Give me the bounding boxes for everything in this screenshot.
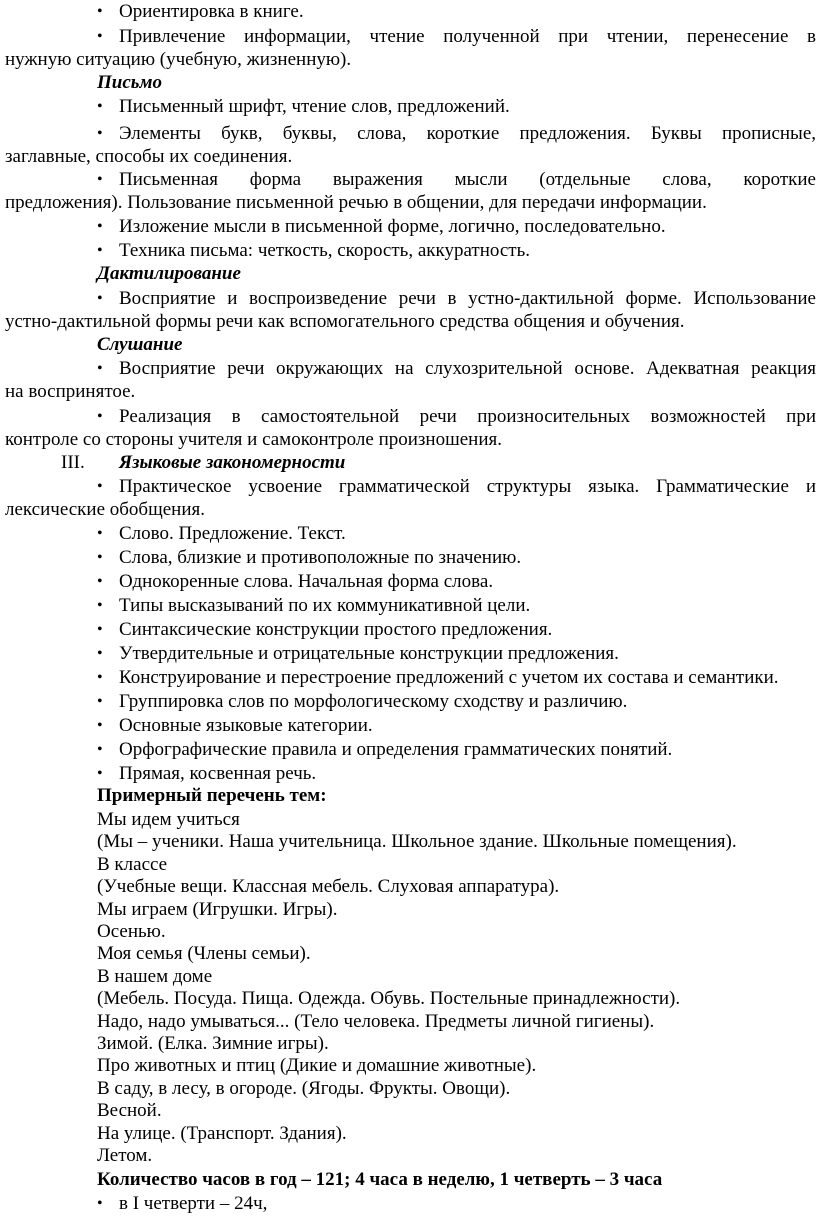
bullet: • <box>97 645 103 662</box>
bullet: • <box>97 98 103 115</box>
bullet: • <box>97 360 103 377</box>
bullet: • <box>97 171 103 188</box>
bullet: • <box>97 717 103 734</box>
bullet: • <box>97 621 103 638</box>
bullet: • <box>97 597 103 614</box>
bullet: • <box>97 741 103 758</box>
bullet: • <box>97 242 103 259</box>
bullet: • <box>97 3 103 20</box>
bullet: • <box>97 693 103 710</box>
bullet: • <box>97 549 103 566</box>
section-numeral: III. <box>61 452 85 473</box>
bullet: • <box>97 1195 103 1212</box>
bullet: • <box>97 478 103 495</box>
bullet: • <box>97 28 103 45</box>
bullet: • <box>97 290 103 307</box>
bullet: • <box>97 525 103 542</box>
bullet: • <box>97 765 103 782</box>
bullet: • <box>97 125 103 142</box>
bullet: • <box>97 218 103 235</box>
bullet: • <box>97 408 103 425</box>
bullet: • <box>97 669 103 686</box>
bullet: • <box>97 573 103 590</box>
